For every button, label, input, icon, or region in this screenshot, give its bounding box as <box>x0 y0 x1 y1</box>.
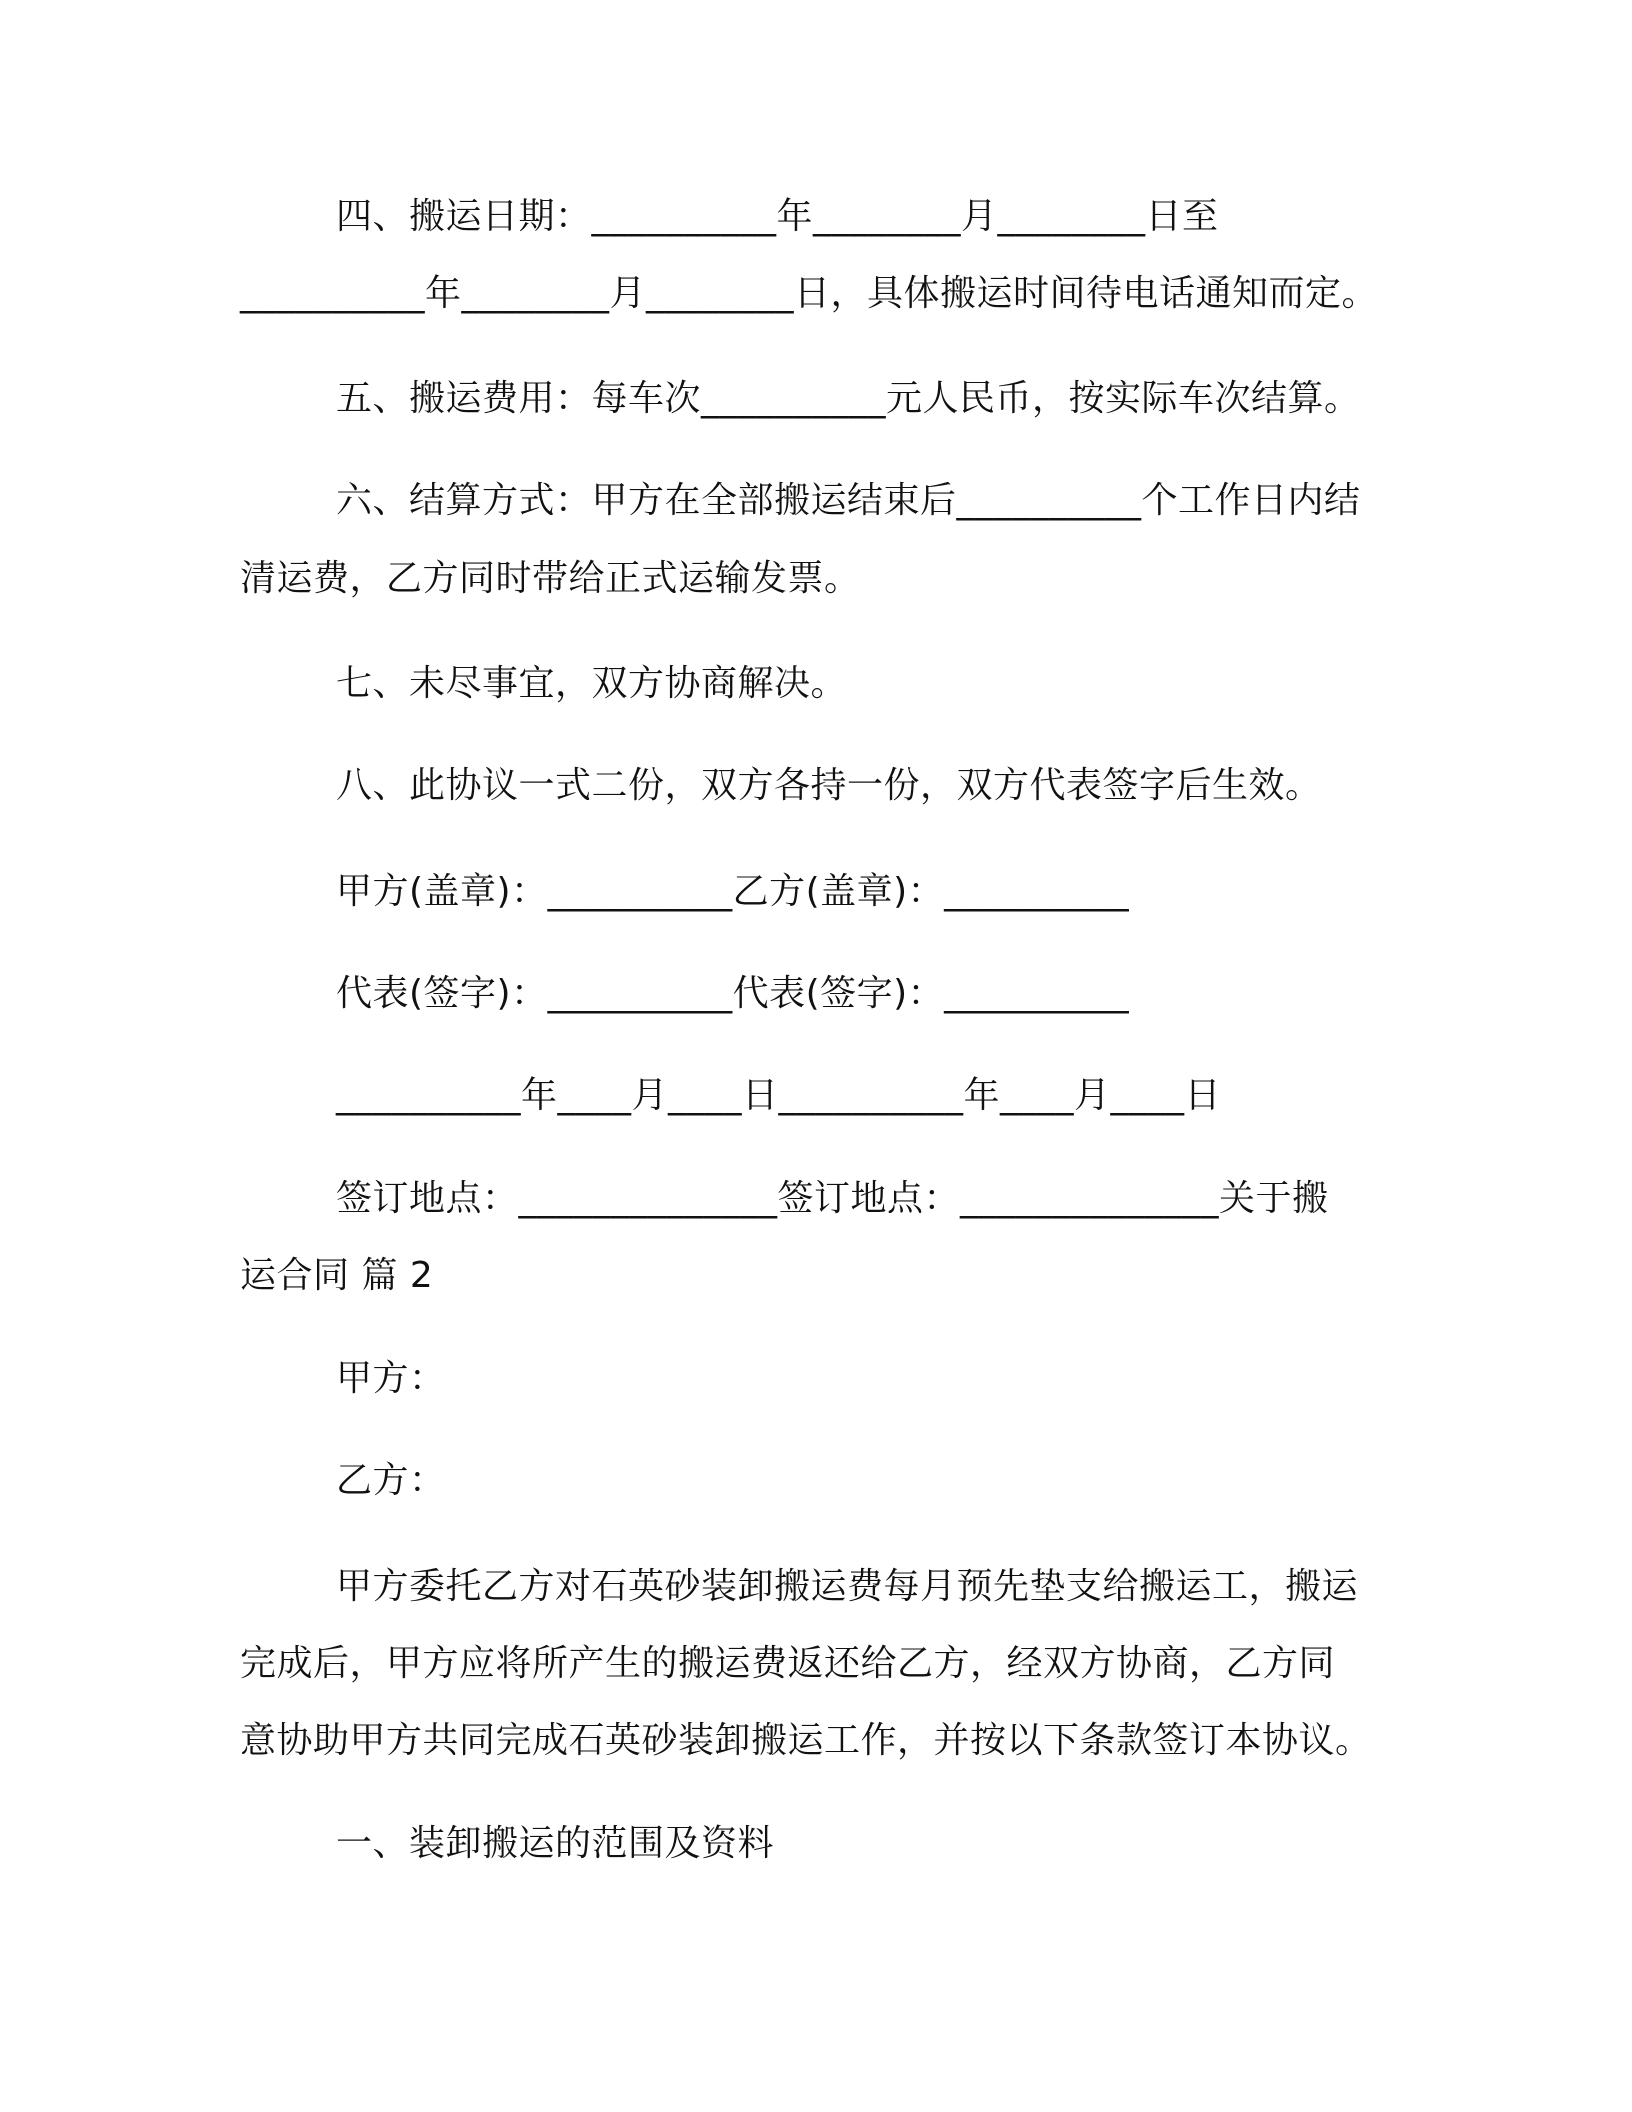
preamble-line-3: 意协助甲方共同完成石英砂装卸搬运工作，并按以下条款签订本协议。 <box>240 1720 1372 1761</box>
clause-4-date-line-2: __________年________月________日，具体搬运时间待电话通知而定。 <box>240 273 1379 314</box>
section-1-heading: 一、装卸搬运的范围及资料 <box>336 1823 775 1864</box>
signature-line: 代表(签字)：__________代表(签字)：__________ <box>336 973 1130 1014</box>
section-title-contract-2: 运合同 篇 2 <box>240 1255 434 1296</box>
party-b-label: 乙方： <box>336 1460 446 1501</box>
clause-7-other-matters: 七、未尽事宜，双方协商解决。 <box>336 663 848 704</box>
preamble-line-2: 完成后，甲方应将所产生的搬运费返还给乙方，经双方协商，乙方同 <box>240 1643 1336 1684</box>
clause-5-fee: 五、搬运费用：每车次__________元人民币，按实际车次结算。 <box>336 378 1361 419</box>
date-line: __________年____月____日__________年____月____日 <box>336 1075 1221 1116</box>
signing-place-line: 签订地点：______________签订地点：______________关于搬 <box>336 1178 1329 1219</box>
clause-6-settlement-line-2: 清运费，乙方同时带给正式运输发票。 <box>240 558 861 599</box>
clause-8-copies: 八、此协议一式二份，双方各持一份，双方代表签字后生效。 <box>336 765 1322 806</box>
party-a-label: 甲方： <box>336 1358 446 1399</box>
clause-4-date-line-1: 四、搬运日期：__________年________月________日至 <box>336 196 1219 237</box>
seal-line: 甲方(盖章)：__________乙方(盖章)：__________ <box>336 871 1130 912</box>
clause-6-settlement-line-1: 六、结算方式：甲方在全部搬运结束后__________个工作日内结 <box>336 480 1361 521</box>
preamble-line-1: 甲方委托乙方对石英砂装卸搬运费每月预先垫支给搬运工，搬运 <box>336 1566 1359 1607</box>
